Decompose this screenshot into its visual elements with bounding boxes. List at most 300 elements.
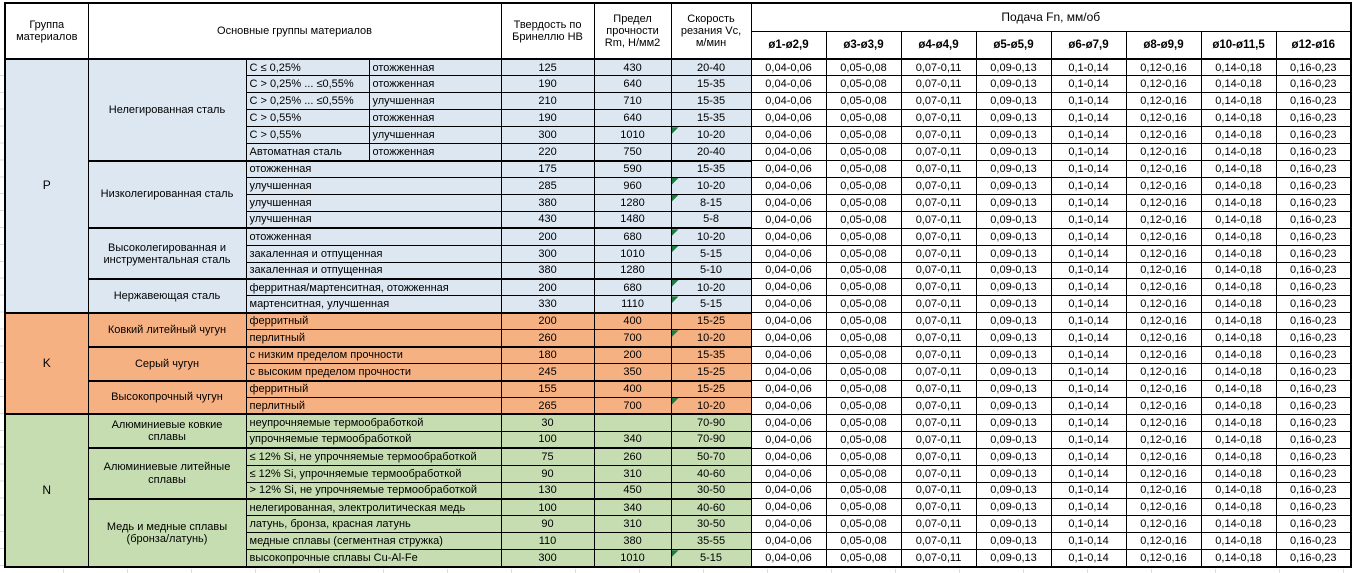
material-desc-cell[interactable]: C > 0,55% [246, 110, 369, 127]
feed-cell[interactable]: 0,09-0,13 [976, 364, 1051, 381]
feed-cell[interactable]: 0,16-0,23 [1276, 245, 1351, 262]
feed-cell[interactable]: 0,04-0,06 [751, 279, 826, 296]
feed-cell[interactable]: 0,04-0,06 [751, 465, 826, 482]
subgroup-cell[interactable]: Высоколегированная и инструментальная сталь [88, 228, 246, 279]
feed-cell[interactable]: 0,07-0,11 [901, 93, 976, 110]
hardness-cell[interactable]: 125 [501, 59, 594, 76]
feed-cell[interactable]: 0,07-0,11 [901, 550, 976, 567]
strength-cell[interactable]: 1010 [594, 550, 671, 567]
hardness-cell[interactable]: 180 [501, 347, 594, 364]
feed-cell[interactable]: 0,16-0,23 [1276, 550, 1351, 567]
cutting-speed-cell[interactable]: 70-90 [671, 414, 751, 431]
feed-cell[interactable]: 0,05-0,08 [826, 93, 901, 110]
subgroup-cell[interactable]: Высокопрочный чугун [88, 381, 246, 415]
feed-cell[interactable]: 0,04-0,06 [751, 76, 826, 93]
feed-cell[interactable]: 0,05-0,08 [826, 330, 901, 347]
cutting-speed-cell[interactable]: 5-10 [671, 262, 751, 279]
feed-cell[interactable]: 0,05-0,08 [826, 262, 901, 279]
feed-cell[interactable]: 0,12-0,16 [1126, 76, 1201, 93]
hardness-cell[interactable]: 190 [501, 110, 594, 127]
hardness-cell[interactable]: 200 [501, 228, 594, 245]
header-diameter-7[interactable]: ø10-ø11,5 [1201, 32, 1276, 60]
feed-cell[interactable]: 0,07-0,11 [901, 194, 976, 211]
material-desc-cell[interactable]: ферритная/мартенситная, отожженная [246, 279, 501, 296]
feed-cell[interactable]: 0,12-0,16 [1126, 533, 1201, 550]
subgroup-cell[interactable]: Серый чугун [88, 347, 246, 381]
feed-cell[interactable]: 0,04-0,06 [751, 364, 826, 381]
cutting-speed-cell[interactable]: 15-35 [671, 110, 751, 127]
header-diameter-3[interactable]: ø4-ø4,9 [901, 32, 976, 60]
feed-cell[interactable]: 0,07-0,11 [901, 347, 976, 364]
feed-cell[interactable]: 0,07-0,11 [901, 482, 976, 499]
material-desc-cell[interactable]: ферритный [246, 313, 501, 330]
feed-cell[interactable]: 0,04-0,06 [751, 431, 826, 448]
feed-cell[interactable]: 0,05-0,08 [826, 59, 901, 76]
cutting-speed-cell[interactable]: 15-25 [671, 364, 751, 381]
feed-cell[interactable]: 0,1-0,14 [1051, 144, 1126, 161]
header-feed-title[interactable]: Подача Fn, мм/об [751, 3, 1351, 32]
feed-cell[interactable]: 0,04-0,06 [751, 144, 826, 161]
feed-cell[interactable]: 0,1-0,14 [1051, 127, 1126, 144]
cutting-speed-cell[interactable]: 30-50 [671, 516, 751, 533]
feed-cell[interactable]: 0,04-0,06 [751, 347, 826, 364]
feed-cell[interactable]: 0,1-0,14 [1051, 482, 1126, 499]
cutting-speed-cell[interactable]: 20-40 [671, 144, 751, 161]
feed-cell[interactable]: 0,04-0,06 [751, 397, 826, 414]
hardness-cell[interactable]: 300 [501, 245, 594, 262]
strength-cell[interactable]: 640 [594, 110, 671, 127]
feed-cell[interactable]: 0,07-0,11 [901, 279, 976, 296]
material-desc-cell[interactable]: закаленная и отпущенная [246, 262, 501, 279]
cutting-speed-cell[interactable]: 10-20 [671, 397, 751, 414]
feed-cell[interactable]: 0,04-0,06 [751, 448, 826, 465]
feed-cell[interactable]: 0,04-0,06 [751, 211, 826, 228]
feed-cell[interactable]: 0,14-0,18 [1201, 228, 1276, 245]
feed-cell[interactable]: 0,1-0,14 [1051, 194, 1126, 211]
feed-cell[interactable]: 0,16-0,23 [1276, 448, 1351, 465]
feed-cell[interactable]: 0,05-0,08 [826, 161, 901, 178]
feed-cell[interactable]: 0,07-0,11 [901, 296, 976, 313]
feed-cell[interactable]: 0,14-0,18 [1201, 59, 1276, 76]
feed-cell[interactable]: 0,12-0,16 [1126, 448, 1201, 465]
feed-cell[interactable]: 0,09-0,13 [976, 550, 1051, 567]
feed-cell[interactable]: 0,1-0,14 [1051, 279, 1126, 296]
subgroup-cell[interactable]: Низколегированная сталь [88, 161, 246, 229]
material-desc-cell[interactable]: перлитный [246, 397, 501, 414]
feed-cell[interactable]: 0,05-0,08 [826, 414, 901, 431]
feed-cell[interactable]: 0,09-0,13 [976, 211, 1051, 228]
hardness-cell[interactable]: 190 [501, 76, 594, 93]
feed-cell[interactable]: 0,12-0,16 [1126, 482, 1201, 499]
feed-cell[interactable]: 0,16-0,23 [1276, 482, 1351, 499]
feed-cell[interactable]: 0,09-0,13 [976, 516, 1051, 533]
material-desc-cell[interactable]: ≤ 12% Si, не упрочняемые термообработкой [246, 448, 501, 465]
material-desc-cell[interactable]: нелегированная, электролитическая медь [246, 499, 501, 516]
feed-cell[interactable]: 0,1-0,14 [1051, 161, 1126, 178]
cutting-speed-cell[interactable]: 40-60 [671, 499, 751, 516]
strength-cell[interactable]: 380 [594, 533, 671, 550]
cutting-speed-cell[interactable]: 30-50 [671, 482, 751, 499]
feed-cell[interactable]: 0,14-0,18 [1201, 313, 1276, 330]
strength-cell[interactable]: 1010 [594, 245, 671, 262]
feed-cell[interactable]: 0,04-0,06 [751, 381, 826, 398]
feed-cell[interactable]: 0,16-0,23 [1276, 330, 1351, 347]
feed-cell[interactable]: 0,04-0,06 [751, 228, 826, 245]
feed-cell[interactable]: 0,14-0,18 [1201, 465, 1276, 482]
strength-cell[interactable]: 750 [594, 144, 671, 161]
cutting-speed-cell[interactable]: 15-35 [671, 347, 751, 364]
material-state-cell[interactable]: улучшенная [369, 93, 501, 110]
feed-cell[interactable]: 0,09-0,13 [976, 313, 1051, 330]
feed-cell[interactable]: 0,05-0,08 [826, 364, 901, 381]
feed-cell[interactable]: 0,04-0,06 [751, 127, 826, 144]
material-state-cell[interactable]: отожженная [369, 76, 501, 93]
feed-cell[interactable]: 0,16-0,23 [1276, 76, 1351, 93]
material-desc-cell[interactable]: ферритный [246, 381, 501, 398]
hardness-cell[interactable]: 100 [501, 499, 594, 516]
feed-cell[interactable]: 0,12-0,16 [1126, 161, 1201, 178]
strength-cell[interactable]: 310 [594, 516, 671, 533]
material-desc-cell[interactable]: с низким пределом прочности [246, 347, 501, 364]
material-state-cell[interactable]: улучшенная [369, 127, 501, 144]
header-tensile-strength[interactable]: Предел прочности Rm, Н/мм2 [594, 3, 671, 59]
cutting-speed-cell[interactable]: 5-15 [671, 245, 751, 262]
feed-cell[interactable]: 0,1-0,14 [1051, 93, 1126, 110]
hardness-cell[interactable]: 110 [501, 533, 594, 550]
feed-cell[interactable]: 0,07-0,11 [901, 516, 976, 533]
strength-cell[interactable]: 710 [594, 93, 671, 110]
feed-cell[interactable]: 0,12-0,16 [1126, 465, 1201, 482]
feed-cell[interactable]: 0,16-0,23 [1276, 381, 1351, 398]
feed-cell[interactable]: 0,1-0,14 [1051, 381, 1126, 398]
feed-cell[interactable]: 0,1-0,14 [1051, 414, 1126, 431]
feed-cell[interactable]: 0,05-0,08 [826, 397, 901, 414]
material-desc-cell[interactable]: C > 0,55% [246, 127, 369, 144]
material-desc-cell[interactable]: медные сплавы (сегментная стружка) [246, 533, 501, 550]
feed-cell[interactable]: 0,14-0,18 [1201, 110, 1276, 127]
feed-cell[interactable]: 0,16-0,23 [1276, 228, 1351, 245]
feed-cell[interactable]: 0,05-0,08 [826, 347, 901, 364]
material-desc-cell[interactable]: ≤ 12% Si, упрочняемые термообработкой [246, 465, 501, 482]
cutting-speed-cell[interactable]: 20-40 [671, 59, 751, 76]
hardness-cell[interactable]: 245 [501, 364, 594, 381]
group-letter-cell[interactable]: N [5, 414, 88, 566]
cutting-speed-cell[interactable]: 35-55 [671, 533, 751, 550]
feed-cell[interactable]: 0,14-0,18 [1201, 76, 1276, 93]
feed-cell[interactable]: 0,05-0,08 [826, 381, 901, 398]
feed-cell[interactable]: 0,07-0,11 [901, 59, 976, 76]
feed-cell[interactable]: 0,07-0,11 [901, 313, 976, 330]
hardness-cell[interactable]: 100 [501, 431, 594, 448]
header-cutting-speed[interactable]: Скорость резания Vc, м/мин [671, 3, 751, 59]
cutting-speed-cell[interactable]: 15-25 [671, 313, 751, 330]
feed-cell[interactable]: 0,16-0,23 [1276, 516, 1351, 533]
header-brinell-hardness[interactable]: Твердость по Бринеллю HB [501, 3, 594, 59]
feed-cell[interactable]: 0,14-0,18 [1201, 516, 1276, 533]
feed-cell[interactable]: 0,12-0,16 [1126, 347, 1201, 364]
feed-cell[interactable]: 0,05-0,08 [826, 245, 901, 262]
feed-cell[interactable]: 0,1-0,14 [1051, 397, 1126, 414]
feed-cell[interactable]: 0,07-0,11 [901, 228, 976, 245]
strength-cell[interactable]: 590 [594, 161, 671, 178]
feed-cell[interactable]: 0,09-0,13 [976, 533, 1051, 550]
strength-cell[interactable]: 640 [594, 76, 671, 93]
cutting-speed-cell[interactable]: 5-15 [671, 550, 751, 567]
feed-cell[interactable]: 0,1-0,14 [1051, 448, 1126, 465]
feed-cell[interactable]: 0,07-0,11 [901, 144, 976, 161]
material-desc-cell[interactable]: улучшенная [246, 211, 501, 228]
feed-cell[interactable]: 0,12-0,16 [1126, 228, 1201, 245]
feed-cell[interactable]: 0,1-0,14 [1051, 313, 1126, 330]
feed-cell[interactable]: 0,07-0,11 [901, 431, 976, 448]
feed-cell[interactable]: 0,09-0,13 [976, 127, 1051, 144]
hardness-cell[interactable]: 265 [501, 397, 594, 414]
feed-cell[interactable]: 0,04-0,06 [751, 93, 826, 110]
subgroup-cell[interactable]: Нелегированная сталь [88, 59, 246, 161]
material-desc-cell[interactable]: C > 0,25% ... ≤0,55% [246, 76, 369, 93]
feed-cell[interactable]: 0,1-0,14 [1051, 516, 1126, 533]
feed-cell[interactable]: 0,14-0,18 [1201, 262, 1276, 279]
feed-cell[interactable]: 0,12-0,16 [1126, 397, 1201, 414]
feed-cell[interactable]: 0,09-0,13 [976, 262, 1051, 279]
cutting-speed-cell[interactable]: 5-15 [671, 296, 751, 313]
material-state-cell[interactable]: отожженная [369, 59, 501, 76]
feed-cell[interactable]: 0,16-0,23 [1276, 296, 1351, 313]
header-diameter-4[interactable]: ø5-ø5,9 [976, 32, 1051, 60]
cutting-speed-cell[interactable]: 15-35 [671, 76, 751, 93]
material-state-cell[interactable]: отожженная [369, 144, 501, 161]
feed-cell[interactable]: 0,05-0,08 [826, 110, 901, 127]
feed-cell[interactable]: 0,12-0,16 [1126, 211, 1201, 228]
feed-cell[interactable]: 0,16-0,23 [1276, 364, 1351, 381]
feed-cell[interactable]: 0,09-0,13 [976, 448, 1051, 465]
feed-cell[interactable]: 0,12-0,16 [1126, 431, 1201, 448]
feed-cell[interactable]: 0,12-0,16 [1126, 144, 1201, 161]
feed-cell[interactable]: 0,16-0,23 [1276, 93, 1351, 110]
header-diameter-6[interactable]: ø8-ø9,9 [1126, 32, 1201, 60]
feed-cell[interactable]: 0,05-0,08 [826, 533, 901, 550]
subgroup-cell[interactable]: Нержавеющая сталь [88, 279, 246, 313]
feed-cell[interactable]: 0,14-0,18 [1201, 533, 1276, 550]
material-desc-cell[interactable]: мартенситная, улучшенная [246, 296, 501, 313]
feed-cell[interactable]: 0,16-0,23 [1276, 431, 1351, 448]
feed-cell[interactable]: 0,16-0,23 [1276, 59, 1351, 76]
feed-cell[interactable]: 0,14-0,18 [1201, 93, 1276, 110]
feed-cell[interactable]: 0,07-0,11 [901, 364, 976, 381]
feed-cell[interactable]: 0,1-0,14 [1051, 431, 1126, 448]
cutting-speed-cell[interactable]: 10-20 [671, 177, 751, 194]
feed-cell[interactable]: 0,07-0,11 [901, 177, 976, 194]
material-desc-cell[interactable]: C > 0,25% ... ≤0,55% [246, 93, 369, 110]
material-desc-cell[interactable]: улучшенная [246, 194, 501, 211]
feed-cell[interactable]: 0,1-0,14 [1051, 211, 1126, 228]
feed-cell[interactable]: 0,07-0,11 [901, 465, 976, 482]
feed-cell[interactable]: 0,04-0,06 [751, 177, 826, 194]
feed-cell[interactable]: 0,05-0,08 [826, 296, 901, 313]
feed-cell[interactable]: 0,07-0,11 [901, 76, 976, 93]
feed-cell[interactable]: 0,05-0,08 [826, 465, 901, 482]
feed-cell[interactable]: 0,16-0,23 [1276, 211, 1351, 228]
group-letter-cell[interactable]: P [5, 59, 88, 313]
hardness-cell[interactable]: 90 [501, 516, 594, 533]
feed-cell[interactable]: 0,05-0,08 [826, 76, 901, 93]
strength-cell[interactable]: 680 [594, 228, 671, 245]
strength-cell[interactable]: 340 [594, 499, 671, 516]
feed-cell[interactable]: 0,12-0,16 [1126, 262, 1201, 279]
feed-cell[interactable]: 0,16-0,23 [1276, 499, 1351, 516]
hardness-cell[interactable]: 30 [501, 414, 594, 431]
feed-cell[interactable]: 0,05-0,08 [826, 127, 901, 144]
feed-cell[interactable]: 0,07-0,11 [901, 397, 976, 414]
hardness-cell[interactable]: 130 [501, 482, 594, 499]
strength-cell[interactable]: 310 [594, 465, 671, 482]
strength-cell[interactable]: 1480 [594, 211, 671, 228]
feed-cell[interactable]: 0,07-0,11 [901, 499, 976, 516]
feed-cell[interactable]: 0,04-0,06 [751, 110, 826, 127]
strength-cell[interactable]: 960 [594, 177, 671, 194]
feed-cell[interactable]: 0,04-0,06 [751, 533, 826, 550]
strength-cell[interactable]: 400 [594, 381, 671, 398]
feed-cell[interactable]: 0,14-0,18 [1201, 211, 1276, 228]
feed-cell[interactable]: 0,12-0,16 [1126, 516, 1201, 533]
feed-cell[interactable]: 0,09-0,13 [976, 431, 1051, 448]
feed-cell[interactable]: 0,04-0,06 [751, 330, 826, 347]
feed-cell[interactable]: 0,09-0,13 [976, 279, 1051, 296]
feed-cell[interactable]: 0,07-0,11 [901, 414, 976, 431]
material-desc-cell[interactable]: упрочняемые термообработкой [246, 431, 501, 448]
cutting-speed-cell[interactable]: 70-90 [671, 431, 751, 448]
feed-cell[interactable]: 0,05-0,08 [826, 177, 901, 194]
feed-cell[interactable]: 0,16-0,23 [1276, 177, 1351, 194]
feed-cell[interactable]: 0,12-0,16 [1126, 414, 1201, 431]
material-desc-cell[interactable]: > 12% Si, не упрочняемые термообработкой [246, 482, 501, 499]
feed-cell[interactable]: 0,07-0,11 [901, 110, 976, 127]
feed-cell[interactable]: 0,1-0,14 [1051, 465, 1126, 482]
feed-cell[interactable]: 0,09-0,13 [976, 296, 1051, 313]
feed-cell[interactable]: 0,16-0,23 [1276, 110, 1351, 127]
feed-cell[interactable]: 0,09-0,13 [976, 194, 1051, 211]
feed-cell[interactable]: 0,05-0,08 [826, 144, 901, 161]
strength-cell[interactable]: 200 [594, 347, 671, 364]
hardness-cell[interactable]: 330 [501, 296, 594, 313]
feed-cell[interactable]: 0,12-0,16 [1126, 59, 1201, 76]
feed-cell[interactable]: 0,05-0,08 [826, 516, 901, 533]
feed-cell[interactable]: 0,14-0,18 [1201, 279, 1276, 296]
feed-cell[interactable]: 0,14-0,18 [1201, 431, 1276, 448]
feed-cell[interactable]: 0,16-0,23 [1276, 262, 1351, 279]
feed-cell[interactable]: 0,12-0,16 [1126, 127, 1201, 144]
feed-cell[interactable]: 0,14-0,18 [1201, 347, 1276, 364]
feed-cell[interactable]: 0,05-0,08 [826, 279, 901, 296]
feed-cell[interactable]: 0,07-0,11 [901, 127, 976, 144]
feed-cell[interactable]: 0,09-0,13 [976, 245, 1051, 262]
hardness-cell[interactable]: 300 [501, 550, 594, 567]
feed-cell[interactable]: 0,09-0,13 [976, 381, 1051, 398]
feed-cell[interactable]: 0,1-0,14 [1051, 177, 1126, 194]
cutting-speed-cell[interactable]: 10-20 [671, 279, 751, 296]
strength-cell[interactable]: 700 [594, 397, 671, 414]
feed-cell[interactable]: 0,14-0,18 [1201, 364, 1276, 381]
material-desc-cell[interactable]: с высоким пределом прочности [246, 364, 501, 381]
feed-cell[interactable]: 0,16-0,23 [1276, 144, 1351, 161]
hardness-cell[interactable]: 300 [501, 127, 594, 144]
material-desc-cell[interactable]: высокопрочные сплавы Cu-Al-Fe [246, 550, 501, 567]
feed-cell[interactable]: 0,16-0,23 [1276, 397, 1351, 414]
feed-cell[interactable]: 0,12-0,16 [1126, 177, 1201, 194]
cutting-speed-cell[interactable]: 5-8 [671, 211, 751, 228]
feed-cell[interactable]: 0,04-0,06 [751, 59, 826, 76]
feed-cell[interactable]: 0,14-0,18 [1201, 397, 1276, 414]
material-desc-cell[interactable]: отожженная [246, 161, 501, 178]
feed-cell[interactable]: 0,09-0,13 [976, 144, 1051, 161]
feed-cell[interactable]: 0,16-0,23 [1276, 313, 1351, 330]
feed-cell[interactable]: 0,14-0,18 [1201, 194, 1276, 211]
feed-cell[interactable]: 0,04-0,06 [751, 194, 826, 211]
feed-cell[interactable]: 0,09-0,13 [976, 465, 1051, 482]
feed-cell[interactable]: 0,09-0,13 [976, 414, 1051, 431]
hardness-cell[interactable]: 285 [501, 177, 594, 194]
feed-cell[interactable]: 0,12-0,16 [1126, 364, 1201, 381]
cutting-speed-cell[interactable]: 15-35 [671, 93, 751, 110]
hardness-cell[interactable]: 380 [501, 194, 594, 211]
header-diameter-2[interactable]: ø3-ø3,9 [826, 32, 901, 60]
feed-cell[interactable]: 0,14-0,18 [1201, 414, 1276, 431]
feed-cell[interactable]: 0,04-0,06 [751, 161, 826, 178]
cutting-speed-cell[interactable]: 15-35 [671, 161, 751, 178]
cutting-speed-cell[interactable]: 50-70 [671, 448, 751, 465]
feed-cell[interactable]: 0,09-0,13 [976, 397, 1051, 414]
header-diameter-1[interactable]: ø1-ø2,9 [751, 32, 826, 60]
material-desc-cell[interactable]: перлитный [246, 330, 501, 347]
subgroup-cell[interactable]: Алюминиевые литейные сплавы [88, 448, 246, 499]
feed-cell[interactable]: 0,12-0,16 [1126, 381, 1201, 398]
feed-cell[interactable]: 0,07-0,11 [901, 161, 976, 178]
hardness-cell[interactable]: 75 [501, 448, 594, 465]
subgroup-cell[interactable]: Ковкий литейный чугун [88, 313, 246, 347]
strength-cell[interactable]: 450 [594, 482, 671, 499]
feed-cell[interactable]: 0,1-0,14 [1051, 347, 1126, 364]
hardness-cell[interactable]: 175 [501, 161, 594, 178]
feed-cell[interactable]: 0,09-0,13 [976, 499, 1051, 516]
material-desc-cell[interactable]: латунь, бронза, красная латунь [246, 516, 501, 533]
feed-cell[interactable]: 0,09-0,13 [976, 177, 1051, 194]
strength-cell[interactable]: 1280 [594, 262, 671, 279]
material-desc-cell[interactable]: отожженная [246, 228, 501, 245]
feed-cell[interactable]: 0,04-0,06 [751, 499, 826, 516]
strength-cell[interactable]: 700 [594, 330, 671, 347]
feed-cell[interactable]: 0,14-0,18 [1201, 144, 1276, 161]
feed-cell[interactable]: 0,12-0,16 [1126, 93, 1201, 110]
strength-cell[interactable]: 1280 [594, 194, 671, 211]
feed-cell[interactable]: 0,12-0,16 [1126, 110, 1201, 127]
feed-cell[interactable]: 0,14-0,18 [1201, 177, 1276, 194]
feed-cell[interactable]: 0,07-0,11 [901, 211, 976, 228]
feed-cell[interactable]: 0,1-0,14 [1051, 76, 1126, 93]
feed-cell[interactable]: 0,09-0,13 [976, 93, 1051, 110]
header-diameter-8[interactable]: ø12-ø16 [1276, 32, 1351, 60]
hardness-cell[interactable]: 155 [501, 381, 594, 398]
feed-cell[interactable]: 0,1-0,14 [1051, 59, 1126, 76]
feed-cell[interactable]: 0,04-0,06 [751, 296, 826, 313]
cutting-speed-cell[interactable]: 10-20 [671, 330, 751, 347]
header-material-group[interactable]: Группа материалов [5, 3, 88, 59]
feed-cell[interactable]: 0,05-0,08 [826, 499, 901, 516]
strength-cell[interactable]: 260 [594, 448, 671, 465]
header-diameter-5[interactable]: ø6-ø7,9 [1051, 32, 1126, 60]
feed-cell[interactable]: 0,09-0,13 [976, 161, 1051, 178]
feed-cell[interactable]: 0,09-0,13 [976, 76, 1051, 93]
strength-cell[interactable] [594, 414, 671, 431]
